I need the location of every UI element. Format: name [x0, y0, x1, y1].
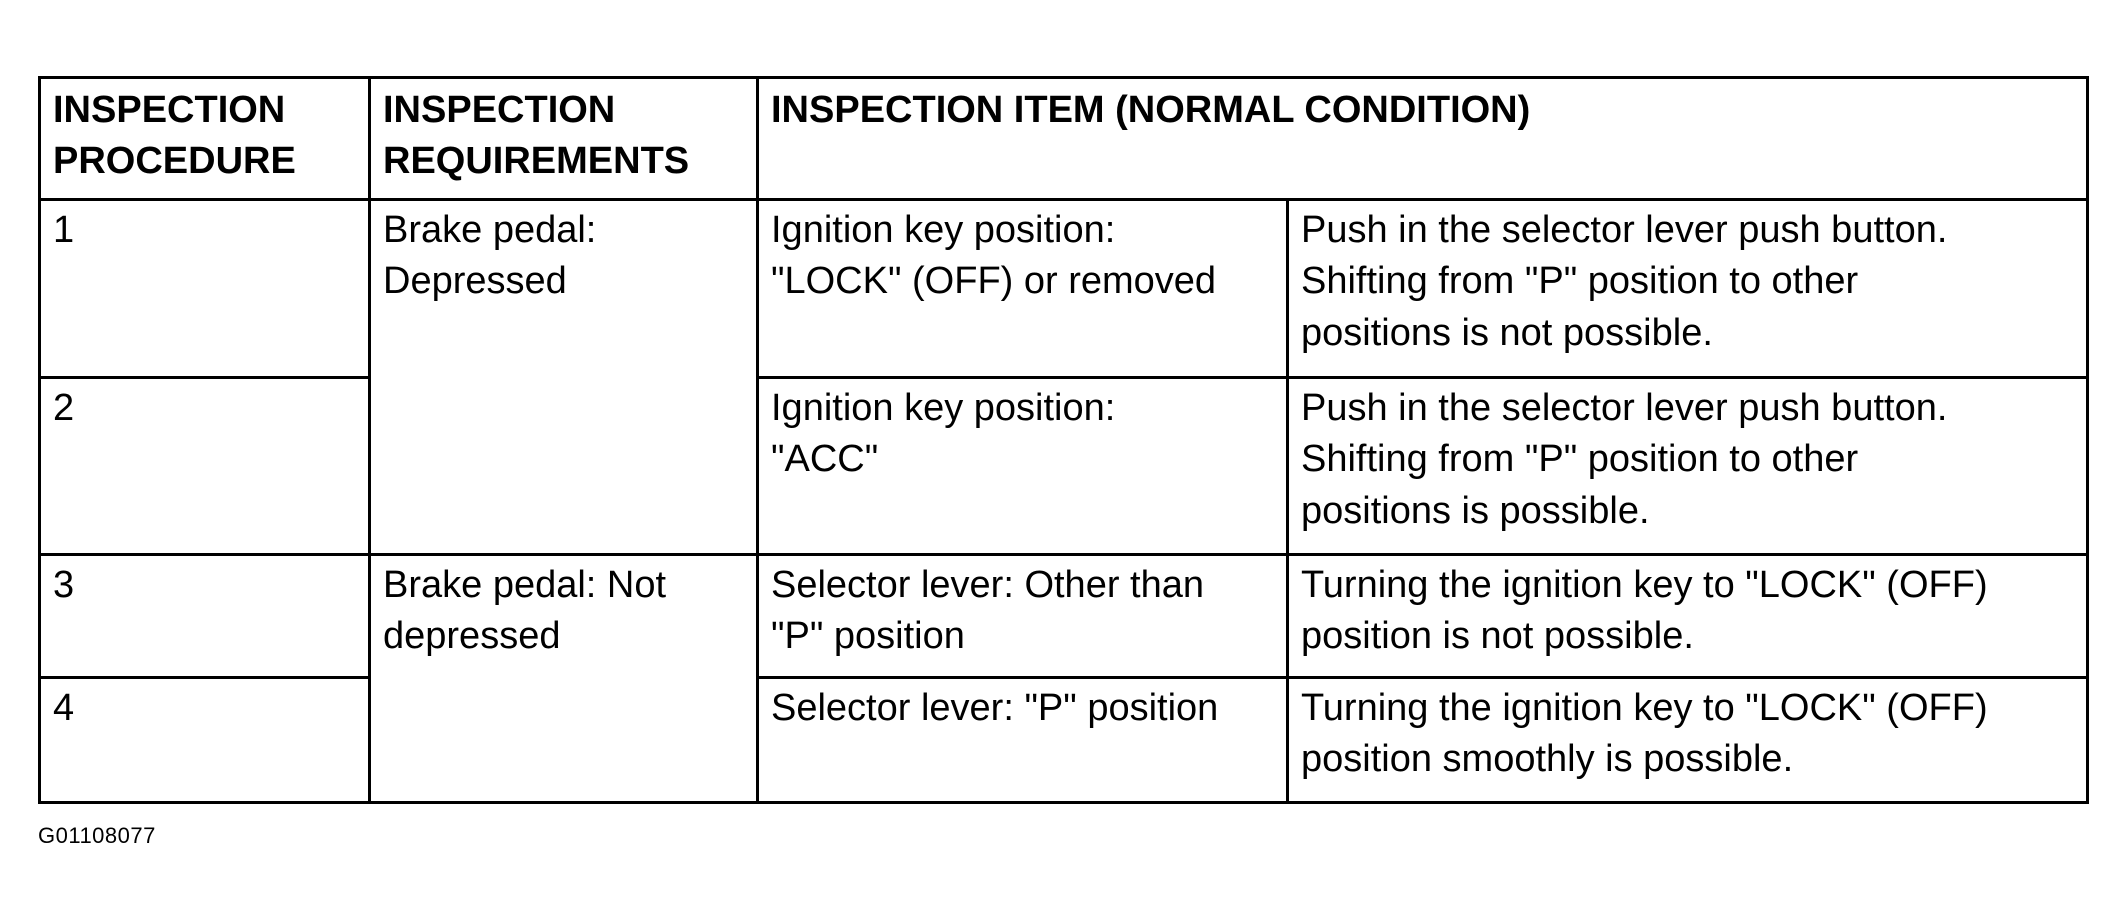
requirement-cell: Brake pedal: Not depressed — [370, 555, 758, 803]
condition-cell: Ignition key position: "LOCK" (OFF) or removed — [758, 200, 1288, 378]
result-cell: Push in the selector lever push button. Shifting from "P" position to other positions is not possible. — [1288, 200, 2088, 378]
table-row — [40, 555, 2088, 678]
table-row — [40, 678, 2088, 803]
header-inspection-requirements: INSPECTION REQUIREMENTS — [370, 78, 758, 200]
condition-cell: Ignition key position: "ACC" — [758, 378, 1288, 555]
table-header-row — [40, 78, 2088, 200]
table-row — [40, 200, 2088, 378]
procedure-cell: 2 — [40, 378, 370, 555]
header-inspection-item: INSPECTION ITEM (NORMAL CONDITION) — [758, 78, 2088, 200]
result-cell: Push in the selector lever push button. Shifting from "P" position to other positions is possible. — [1288, 378, 2088, 555]
result-cell: Turning the ignition key to "LOCK" (OFF) position smoothly is possible. — [1288, 678, 2088, 803]
figure-code-label: G01108077 — [38, 823, 156, 848]
header-inspection-procedure: INSPECTION PROCEDURE — [40, 78, 370, 200]
table-row — [40, 378, 2088, 555]
procedure-cell: 4 — [40, 678, 370, 803]
condition-cell: Selector lever: Other than "P" position — [758, 555, 1288, 678]
procedure-cell: 1 — [40, 200, 370, 378]
requirement-cell: Brake pedal: Depressed — [370, 200, 758, 555]
procedure-cell: 3 — [40, 555, 370, 678]
result-cell: Turning the ignition key to "LOCK" (OFF) position is not possible. — [1288, 555, 2088, 678]
condition-cell: Selector lever: "P" position — [758, 678, 1288, 803]
inspection-table — [38, 76, 2089, 804]
